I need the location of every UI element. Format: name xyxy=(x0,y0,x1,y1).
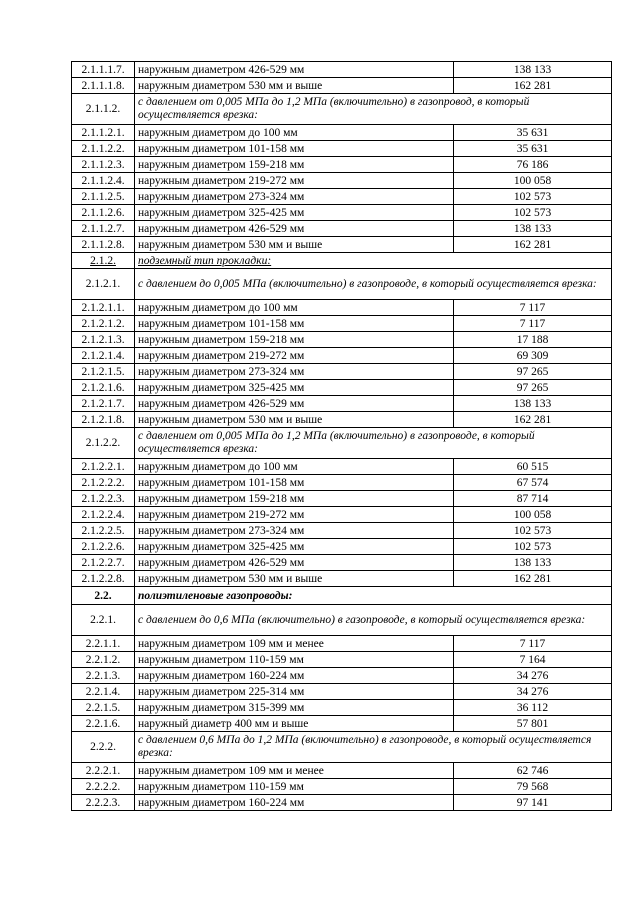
row-code: 2.2.1.2. xyxy=(72,652,135,668)
row-code: 2.2.2.1. xyxy=(72,763,135,779)
table-row xyxy=(72,539,612,555)
table-row xyxy=(72,396,612,412)
row-description: с давлением от 0,005 МПа до 1,2 МПа (включительно) в газопровод, в который осуществляется врезка: xyxy=(135,94,612,125)
table-row xyxy=(72,78,612,94)
row-value: 100 058 xyxy=(454,173,612,189)
row-description: с давлением 0,6 МПа до 1,2 МПа (включительно) в газопроводе, в который осуществляется врезка: xyxy=(135,732,612,763)
row-description: наружным диаметром 109 мм и менее xyxy=(135,636,454,652)
row-description: наружным диаметром 325-425 мм xyxy=(135,205,454,221)
row-description: наружным диаметром 426-529 мм xyxy=(135,221,454,237)
row-code: 2.1.1.1.8. xyxy=(72,78,135,94)
table-row xyxy=(72,253,612,269)
row-value: 36 112 xyxy=(454,700,612,716)
row-code: 2.1.2.2. xyxy=(72,428,135,459)
row-value: 7 164 xyxy=(454,652,612,668)
row-description: наружным диаметром 426-529 мм xyxy=(135,62,454,78)
table-row xyxy=(72,157,612,173)
table-row xyxy=(72,300,612,316)
row-description: наружным диаметром 110-159 мм xyxy=(135,652,454,668)
table-row xyxy=(72,636,612,652)
table-row xyxy=(72,795,612,811)
table-row xyxy=(72,364,612,380)
row-code: 2.1.1.2. xyxy=(72,94,135,125)
row-code: 2.2.1.5. xyxy=(72,700,135,716)
row-description: наружным диаметром 160-224 мм xyxy=(135,668,454,684)
row-description: наружным диаметром 101-158 мм xyxy=(135,316,454,332)
row-value: 138 133 xyxy=(454,396,612,412)
row-code: 2.2.1.1. xyxy=(72,636,135,652)
row-description: наружным диаметром 530 мм и выше xyxy=(135,412,454,428)
row-description: наружным диаметром 325-425 мм xyxy=(135,380,454,396)
row-description: наружным диаметром 325-425 мм xyxy=(135,539,454,555)
row-description: наружным диаметром 159-218 мм xyxy=(135,332,454,348)
row-value: 67 574 xyxy=(454,475,612,491)
table-row xyxy=(72,316,612,332)
row-value: 138 133 xyxy=(454,555,612,571)
table-row xyxy=(72,763,612,779)
row-description: наружным диаметром 315-399 мм xyxy=(135,700,454,716)
row-description: наружным диаметром до 100 мм xyxy=(135,459,454,475)
row-value: 138 133 xyxy=(454,62,612,78)
row-value: 138 133 xyxy=(454,221,612,237)
row-description: наружным диаметром 219-272 мм xyxy=(135,507,454,523)
row-value: 7 117 xyxy=(454,316,612,332)
row-description: наружным диаметром 110-159 мм xyxy=(135,779,454,795)
row-description: наружным диаметром 219-272 мм xyxy=(135,348,454,364)
row-code: 2.2.2.3. xyxy=(72,795,135,811)
row-code: 2.1.1.1.7. xyxy=(72,62,135,78)
row-code: 2.1.2.2.3. xyxy=(72,491,135,507)
row-value: 57 801 xyxy=(454,716,612,732)
table-row xyxy=(72,94,612,125)
row-description: наружным диаметром 530 мм и выше xyxy=(135,571,454,587)
row-description: наружным диаметром 273-324 мм xyxy=(135,189,454,205)
table-row xyxy=(72,652,612,668)
table-row xyxy=(72,684,612,700)
row-description: наружным диаметром 159-218 мм xyxy=(135,491,454,507)
row-code: 2.2.2. xyxy=(72,732,135,763)
table-row xyxy=(72,475,612,491)
table-row xyxy=(72,141,612,157)
row-value: 162 281 xyxy=(454,78,612,94)
table-row xyxy=(72,459,612,475)
row-code: 2.1.2.2.4. xyxy=(72,507,135,523)
row-value: 97 141 xyxy=(454,795,612,811)
row-description: наружным диаметром 225-314 мм xyxy=(135,684,454,700)
row-value: 162 281 xyxy=(454,412,612,428)
table-row xyxy=(72,555,612,571)
row-value: 76 186 xyxy=(454,157,612,173)
row-description: с давлением до 0,6 МПа (включительно) в газопроводе, в который осуществляется врезка: xyxy=(135,605,612,636)
row-value: 102 573 xyxy=(454,523,612,539)
row-code: 2.1.2.1.3. xyxy=(72,332,135,348)
row-code: 2.1.2.1. xyxy=(72,269,135,300)
row-code: 2.2.1.3. xyxy=(72,668,135,684)
row-value: 60 515 xyxy=(454,459,612,475)
row-description: наружным диаметром 160-224 мм xyxy=(135,795,454,811)
table-row xyxy=(72,587,612,605)
row-code: 2.1.2.1.7. xyxy=(72,396,135,412)
row-description: наружным диаметром 219-272 мм xyxy=(135,173,454,189)
row-value: 102 573 xyxy=(454,539,612,555)
row-code: 2.1.1.2.6. xyxy=(72,205,135,221)
row-code: 2.1.1.2.2. xyxy=(72,141,135,157)
row-description: наружным диаметром 101-158 мм xyxy=(135,475,454,491)
table-row xyxy=(72,571,612,587)
table-row xyxy=(72,507,612,523)
table-row xyxy=(72,380,612,396)
row-description: наружным диаметром 530 мм и выше xyxy=(135,237,454,253)
table-row xyxy=(72,237,612,253)
row-code: 2.2.1.6. xyxy=(72,716,135,732)
row-value: 34 276 xyxy=(454,684,612,700)
row-code: 2.1.2.1.8. xyxy=(72,412,135,428)
row-code: 2.1.1.2.3. xyxy=(72,157,135,173)
row-code: 2.1.2.1.4. xyxy=(72,348,135,364)
row-code: 2.1.2. xyxy=(72,253,135,269)
table-row xyxy=(72,412,612,428)
row-code: 2.1.1.2.5. xyxy=(72,189,135,205)
row-value: 7 117 xyxy=(454,636,612,652)
table-row xyxy=(72,605,612,636)
row-description: наружным диаметром 273-324 мм xyxy=(135,364,454,380)
row-value: 35 631 xyxy=(454,141,612,157)
table-row xyxy=(72,62,612,78)
row-code: 2.1.2.1.1. xyxy=(72,300,135,316)
row-description: наружным диаметром 273-324 мм xyxy=(135,523,454,539)
row-value: 62 746 xyxy=(454,763,612,779)
table-row xyxy=(72,779,612,795)
row-code: 2.1.1.2.7. xyxy=(72,221,135,237)
row-code: 2.1.1.2.4. xyxy=(72,173,135,189)
row-code: 2.1.2.2.7. xyxy=(72,555,135,571)
table-row xyxy=(72,205,612,221)
row-code: 2.1.2.1.5. xyxy=(72,364,135,380)
row-description: наружным диаметром до 100 мм xyxy=(135,300,454,316)
table-row xyxy=(72,716,612,732)
row-description: наружным диаметром 159-218 мм xyxy=(135,157,454,173)
table-row xyxy=(72,348,612,364)
table-row xyxy=(72,668,612,684)
table-row xyxy=(72,221,612,237)
row-value: 87 714 xyxy=(454,491,612,507)
row-value: 162 281 xyxy=(454,237,612,253)
row-code: 2.1.1.2.1. xyxy=(72,125,135,141)
row-description: наружным диаметром 101-158 мм xyxy=(135,141,454,157)
table-row xyxy=(72,428,612,459)
table-row xyxy=(72,269,612,300)
table-row xyxy=(72,523,612,539)
table-row xyxy=(72,332,612,348)
row-value: 100 058 xyxy=(454,507,612,523)
row-code: 2.1.2.2.6. xyxy=(72,539,135,555)
row-code: 2.1.2.2.2. xyxy=(72,475,135,491)
row-description: с давлением до 0,005 МПа (включительно) в газопроводе, в который осуществляется врезка: xyxy=(135,269,612,300)
row-code: 2.1.2.1.6. xyxy=(72,380,135,396)
row-description: наружным диаметром 426-529 мм xyxy=(135,555,454,571)
row-code: 2.2. xyxy=(72,587,135,605)
row-code: 2.2.1. xyxy=(72,605,135,636)
row-code: 2.1.2.1.2. xyxy=(72,316,135,332)
row-description: наружным диаметром 530 мм и выше xyxy=(135,78,454,94)
row-code: 2.1.2.2.8. xyxy=(72,571,135,587)
row-code: 2.1.2.2.5. xyxy=(72,523,135,539)
row-value: 102 573 xyxy=(454,205,612,221)
table-row xyxy=(72,173,612,189)
table-row xyxy=(72,700,612,716)
tariff-table xyxy=(71,61,612,811)
table-row xyxy=(72,189,612,205)
row-value: 17 188 xyxy=(454,332,612,348)
row-description: с давлением от 0,005 МПа до 1,2 МПа (включительно) в газопроводе, в который осуществляется врезка: xyxy=(135,428,612,459)
row-description: подземный тип прокладки: xyxy=(135,253,612,269)
row-description: полиэтиленовые газопроводы: xyxy=(135,587,612,605)
table-row xyxy=(72,732,612,763)
row-value: 97 265 xyxy=(454,380,612,396)
row-value: 34 276 xyxy=(454,668,612,684)
row-value: 102 573 xyxy=(454,189,612,205)
table-row xyxy=(72,125,612,141)
row-code: 2.2.2.2. xyxy=(72,779,135,795)
row-code: 2.1.2.2.1. xyxy=(72,459,135,475)
tariff-table-body xyxy=(72,62,612,811)
row-code: 2.1.1.2.8. xyxy=(72,237,135,253)
row-value: 97 265 xyxy=(454,364,612,380)
row-value: 69 309 xyxy=(454,348,612,364)
row-description: наружным диаметром 426-529 мм xyxy=(135,396,454,412)
row-description: наружный диаметр 400 мм и выше xyxy=(135,716,454,732)
row-description: наружным диаметром до 100 мм xyxy=(135,125,454,141)
row-value: 79 568 xyxy=(454,779,612,795)
table-row xyxy=(72,491,612,507)
row-value: 162 281 xyxy=(454,571,612,587)
row-code: 2.2.1.4. xyxy=(72,684,135,700)
row-description: наружным диаметром 109 мм и менее xyxy=(135,763,454,779)
row-value: 7 117 xyxy=(454,300,612,316)
row-value: 35 631 xyxy=(454,125,612,141)
